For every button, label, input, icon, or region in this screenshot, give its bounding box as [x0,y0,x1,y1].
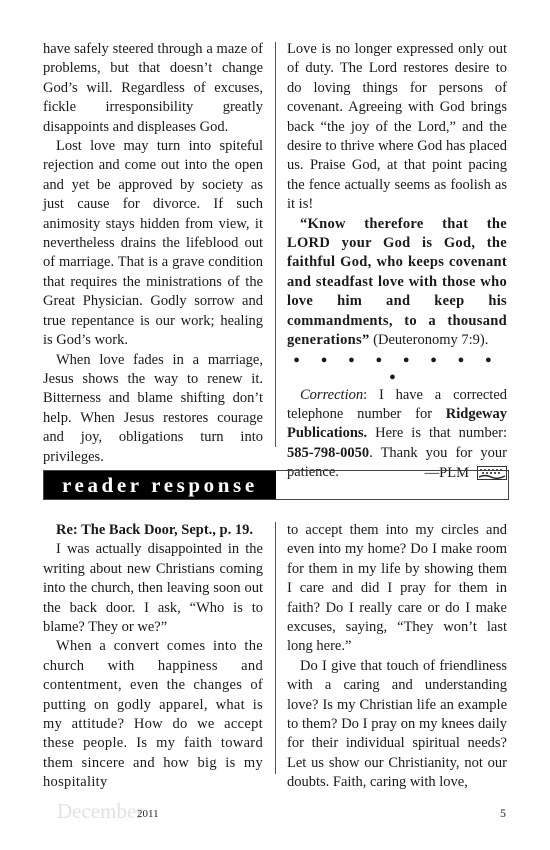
letter-heading: Re: The Back Door, Sept., p. 19. [56,522,253,538]
section-banner [43,470,509,500]
top-left-column [43,40,263,467]
publisher-name: Ridgeway Publications. [287,405,507,442]
scripture-block [287,215,507,351]
footer-month: December [57,799,144,823]
footer-year: 2011 [137,808,159,820]
paragraph: When a convert comes into the church with happiness and contentment, even the changes of putting on godly apparel, what is my attitude? How do we accept these people. Is my faith toward them sincere and how big is my hospitality [43,638,263,791]
column-divider [275,42,276,447]
phone-number: 585-798-0050 [287,444,370,461]
correction-text: . Thank you for your patience. [287,444,507,481]
paragraph: Love is no longer expressed only out of duty. The Lord restores desire to do loving things for persons of covenant. Agreeing with God brings back “the joy of the Lord,” and the desire to thrive where God has placed us. Praise God, at that point pacing the fence actually seems as foolish as it is! [287,41,507,213]
paragraph: to accept them into my circles and even into my home? Do I make room for them in my life by showing them I care and did I pray for them in faith? Do I really care or do I make excuses, saying, “They won’t last long here.” [287,522,507,655]
scripture-reference: (Deuteronomy 7:9). [373,332,489,349]
correction-note [287,386,507,483]
top-right-column [287,40,507,483]
paragraph: Do I give that touch of friendliness with a caring and understanding love? Is my Christian life an example to them? Do I pray on my knees daily for their individual spiritual needs? Let us show our Christianity, not our doubts. Faith, caring with love, [287,657,507,791]
page-number: 5 [500,806,506,820]
paragraph: I was actually disappointed in the writing about new Christians coming into the church, then leaving soon out the back door. I ask, “Who is to blame? They or we?” [43,541,263,636]
bottom-left-column [43,521,263,793]
paragraph: Lost love may turn into spiteful rejection and come out into the open and yet be approved by society as just cause for divorce. If such animosity stays hidden from view, it nevertheless drains the lifeblood out of marriage. That is a grave condition that requires the ministrations of the Great Physician. Godly sorrow and true repentance is our work; healing is God’s work. [43,138,263,349]
scripture-quote: “Know therefore that the LORD your God is God, the faithful God, who keeps covenant and steadfast love with those who love him and keep his commandments, to a thousand generations” [287,215,507,349]
correction-text: Here is that number: [367,425,507,442]
paragraph: have safely steered through a maze of problems, but that doesn’t change God’s will. Regardless of excuses, fickle irresponsibility greatly disappoints and displeases God. [43,41,263,135]
signature: —PLM [424,464,469,481]
banner-black-block [44,471,276,499]
correction-label: Correction [300,386,364,403]
bottom-right-column [287,521,507,793]
column-divider [275,522,276,774]
paragraph: When love fades in a marriage, Jesus shows the way to renew it. Bitterness and blame shifting don’t help. When Jesus restores courage and joy, obligations turn into privileges. [43,351,263,465]
correction-text: : I have a corrected telephone number for [287,386,507,422]
section-title: reader response [62,473,258,497]
separator-dots: ● ● ● ● ● ● ● ● ● [293,353,501,383]
